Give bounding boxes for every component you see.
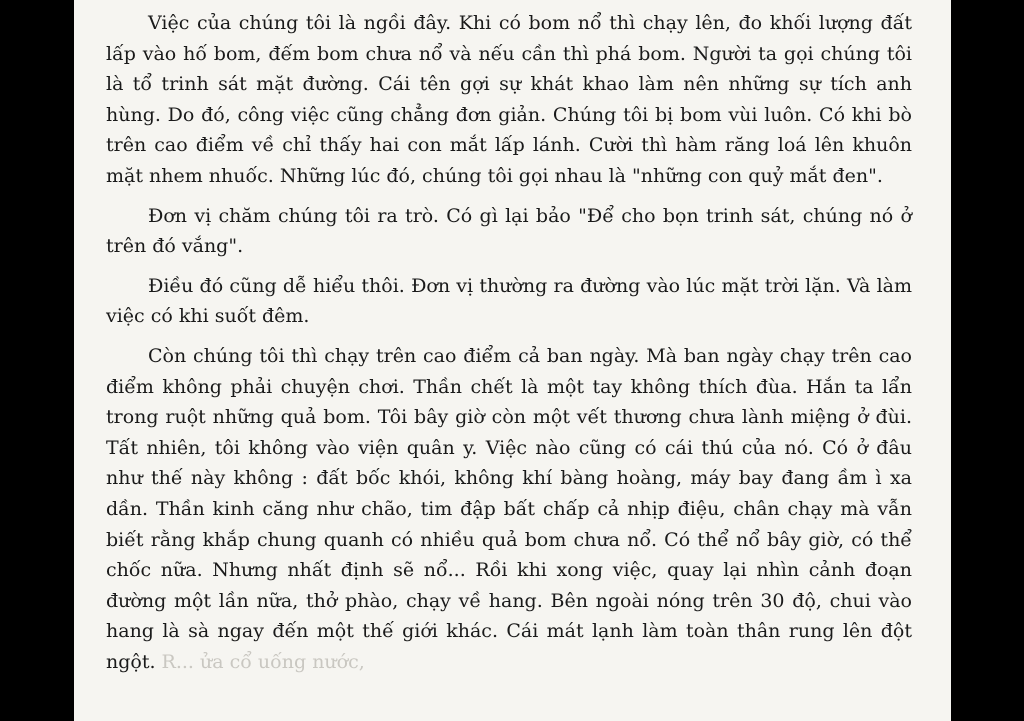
paragraph-3: Điều đó cũng dễ hiểu thôi. Đơn vị thường ra đường vào lúc mặt trời lặn. Và làm việc có khi suốt đêm. xyxy=(106,274,912,328)
page-text xyxy=(106,8,912,677)
book-page xyxy=(74,0,951,721)
paragraph-4 xyxy=(106,341,912,678)
paragraph-4-text: Còn chúng tôi thì chạy trên cao điểm cả ban ngày. Mà ban ngày chạy trên cao điểm không phải chuyện chơi. Thần chết là một tay không thích đùa. Hắn ta lẩn trong ruột những quả bom. Tôi bây giờ còn một vết thương chưa lành miệng ở đùi. Tất nhiên, tôi không vào viện quân y. Việc nào cũng có cái thú của nó. Có ở đâu như thế này không : đất bốc khói, không khí bàng hoàng, máy bay đang ầm ì xa dần. Thần kinh căng như chão, tim đập bất chấp cả nhịp điệu, chân chạy mà vẫn biết rằng khắp chung quanh có nhiều quả bom chưa nổ. Có thể nổ bây giờ, có thể chốc nữa. Nhưng nhất định sẽ nổ... Rồi khi xong việc, quay lại nhìn cảnh đoạn đường một lần nữa, thở phào, chạy về hang. Bên ngoài nóng trên 30 độ, chui vào hang là sà ngay đến một thế giới khác. Cái mát lạnh làm toàn thân rung lên đột ngột. xyxy=(106,344,912,673)
paragraph-2: Đơn vị chăm chúng tôi ra trò. Có gì lại bảo "Để cho bọn trinh sát, chúng nó ở trên đó vắng". xyxy=(106,204,912,258)
faded-text-tail: R... ửa cổ uống nước, xyxy=(161,650,365,673)
paragraph-1: Việc của chúng tôi là ngồi đây. Khi có bom nổ thì chạy lên, đo khối lượng đất lấp vào hố bom, đếm bom chưa nổ và nếu cần thì phá bom. Người ta gọi chúng tôi là tổ trinh sát mặt đường. Cái tên gợi sự khát khao làm nên những sự tích anh hùng. Do đó, công việc cũng chẳng đơn giản. Chúng tôi bị bom vùi luôn. Có khi bò trên cao điểm về chỉ thấy hai con mắt lấp lánh. Cười thì hàm răng loá lên khuôn mặt nhem nhuốc. Những lúc đó, chúng tôi gọi nhau là "những con quỷ mắt đen". xyxy=(106,12,912,187)
